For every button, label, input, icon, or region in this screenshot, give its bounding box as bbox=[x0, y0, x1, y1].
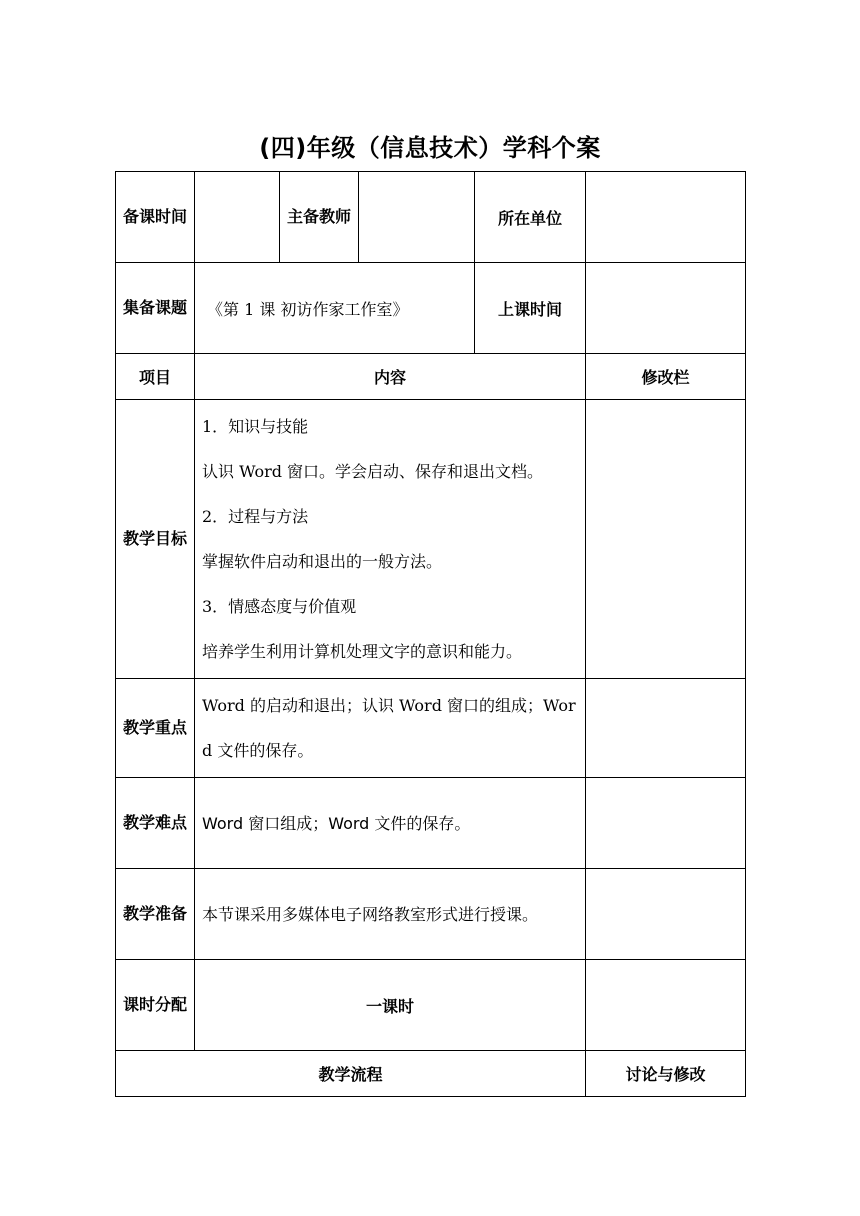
lesson-plan-table bbox=[115, 171, 746, 1097]
key-points-label: 教学重点 bbox=[116, 679, 195, 778]
row-footer bbox=[116, 1051, 746, 1097]
row-preparation bbox=[116, 869, 746, 960]
topic-label: 集备课题 bbox=[116, 263, 195, 354]
prep-time-label: 备课时间 bbox=[116, 172, 195, 263]
row-objectives bbox=[116, 400, 746, 679]
teaching-process-label: 教学流程 bbox=[116, 1051, 586, 1097]
objective-line: 3．情感态度与价值观 bbox=[202, 597, 357, 616]
row-prep-info bbox=[116, 172, 746, 263]
difficulties-label: 教学难点 bbox=[116, 778, 195, 869]
header-revision: 修改栏 bbox=[586, 354, 746, 400]
row-difficulties bbox=[116, 778, 746, 869]
objective-line: 培养学生利用计算机处理文字的意识和能力。 bbox=[202, 642, 523, 661]
preparation-content: 本节课采用多媒体电子网络教室形式进行授课。 bbox=[195, 869, 586, 960]
row-header bbox=[116, 354, 746, 400]
class-time-label: 上课时间 bbox=[475, 263, 586, 354]
row-time-allocation bbox=[116, 960, 746, 1051]
time-allocation-value: 一课时 bbox=[195, 960, 586, 1051]
objective-line: 1．知识与技能 bbox=[202, 417, 309, 436]
objective-line: 掌握软件启动和退出的一般方法。 bbox=[202, 552, 443, 571]
unit-label: 所在单位 bbox=[475, 172, 586, 263]
row-topic bbox=[116, 263, 746, 354]
row-key-points bbox=[116, 679, 746, 778]
difficulties-revision bbox=[586, 778, 746, 869]
objectives-content bbox=[195, 400, 586, 679]
page-title: (四)年级（信息技术）学科个案 bbox=[259, 134, 601, 162]
main-teacher-label: 主备教师 bbox=[280, 172, 359, 263]
time-allocation-label: 课时分配 bbox=[116, 960, 195, 1051]
objective-line: 认识 Word 窗口。学会启动、保存和退出文档。 bbox=[202, 462, 544, 481]
class-time-value bbox=[586, 263, 746, 354]
topic-value: 《第 1 课 初访作家工作室》 bbox=[195, 263, 475, 354]
header-item: 项目 bbox=[116, 354, 195, 400]
preparation-revision bbox=[586, 869, 746, 960]
preparation-label: 教学准备 bbox=[116, 869, 195, 960]
unit-value bbox=[586, 172, 746, 263]
key-points-revision bbox=[586, 679, 746, 778]
main-teacher-value bbox=[359, 172, 475, 263]
key-points-content: Word 的启动和退出；认识 Word 窗口的组成；Word 文件的保存。 bbox=[195, 679, 586, 778]
discussion-label: 讨论与修改 bbox=[586, 1051, 746, 1097]
difficulties-content: Word 窗口组成；Word 文件的保存。 bbox=[195, 778, 586, 869]
objectives-revision bbox=[586, 400, 746, 679]
objective-line: 2．过程与方法 bbox=[202, 507, 309, 526]
time-allocation-revision bbox=[586, 960, 746, 1051]
header-content: 内容 bbox=[195, 354, 586, 400]
prep-time-value bbox=[195, 172, 280, 263]
objectives-label: 教学目标 bbox=[116, 400, 195, 679]
